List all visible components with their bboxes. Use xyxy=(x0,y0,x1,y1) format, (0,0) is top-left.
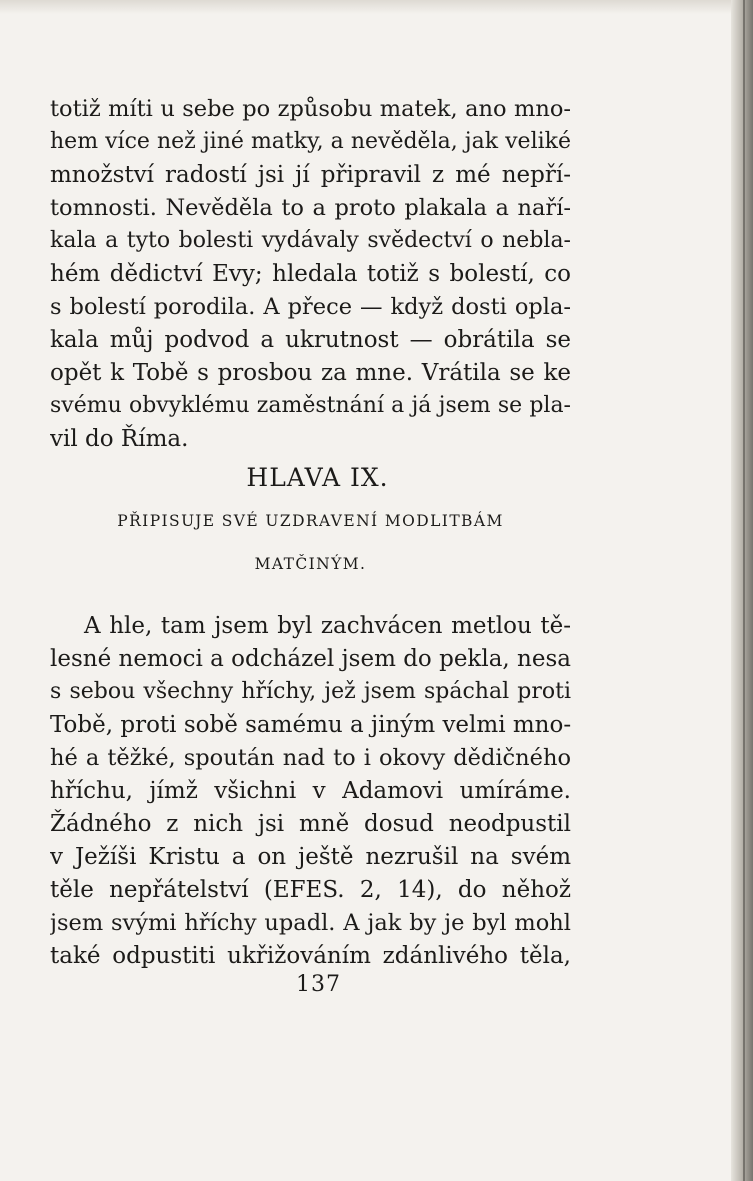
text-line: s bolestí porodila. A přece — když dosti opla- xyxy=(50,294,571,320)
chapter-title: HLAVA IX. xyxy=(246,463,389,492)
text-line: Žádného z nich jsi mně dosud neodpustil xyxy=(50,811,571,837)
text-line: lesné nemoci a odcházel jsem do pekla, nesa xyxy=(50,646,571,672)
text-line: vil do Říma. xyxy=(50,426,189,452)
book-spine-shadow xyxy=(731,0,753,1181)
text-line: množství radostí jsi jí připravil z mé nepří- xyxy=(50,162,571,188)
text-line: hem více než jiné matky, a nevěděla, jak veliké xyxy=(50,129,571,154)
text-line: těle nepřátelství (EFES. 2, 14), do něhož xyxy=(50,877,571,903)
text-line: Tobě, proti sobě samému a jiným velmi mno- xyxy=(50,712,571,738)
text-line: kala a tyto bolesti vydávaly svědectví o nebla- xyxy=(50,228,571,253)
text-line: s sebou všechny hříchy, jež jsem spáchal proti xyxy=(50,679,571,704)
text-line: hé a těžké, spoután nad to i okovy dědičného xyxy=(50,745,571,771)
text-line: hém dědictví Evy; hledala totiž s bolestí, co xyxy=(50,261,571,287)
chapter-subtitle-line-2: MATČINÝM. xyxy=(254,555,367,573)
text-line: hříchu, jímž všichni v Adamovi umíráme. xyxy=(50,778,571,804)
book-spine-edge xyxy=(743,0,745,1181)
page-top-shadow xyxy=(0,0,753,14)
text-line: A hle, tam jsem byl zachvácen metlou tě- xyxy=(84,613,571,639)
chapter-subtitle-line-1: PŘIPISUJE SVÉ UZDRAVENÍ MODLITBÁM xyxy=(117,512,504,530)
text-line: kala můj podvod a ukrutnost — obrátila se xyxy=(50,327,571,353)
text-line: svému obvyklému zaměstnání a já jsem se pla- xyxy=(50,393,571,418)
text-line: opět k Tobě s prosbou za mne. Vrátila se ke xyxy=(50,360,571,386)
text-line: jsem svými hříchy upadl. A jak by je byl mohl xyxy=(50,910,571,936)
text-line: v Ježíši Kristu a on ještě nezrušil na svém xyxy=(50,844,571,870)
text-line: tomnosti. Nevěděla to a proto plakala a naří- xyxy=(50,195,571,221)
text-line: totiž míti u sebe po způsobu matek, ano mno- xyxy=(50,96,571,122)
text-line: také odpustiti ukřižováním zdánlivého těla, xyxy=(50,943,571,969)
page-number: 137 xyxy=(296,972,341,997)
